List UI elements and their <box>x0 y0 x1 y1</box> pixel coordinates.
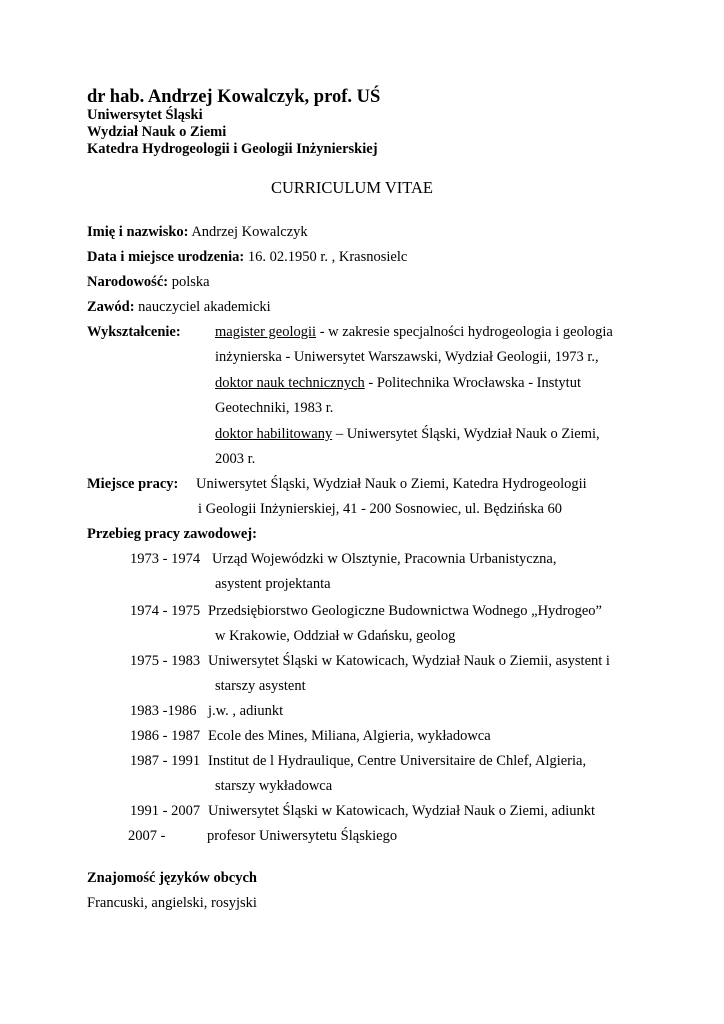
education-entry-1 <box>215 323 613 341</box>
birth-label: Data i miejsce urodzenia: <box>87 249 245 265</box>
name-value: Andrzej Kowalczyk <box>188 224 308 240</box>
university: Uniwersytet Śląski <box>87 107 203 123</box>
career-years: 1974 - 1975 <box>130 603 201 619</box>
education-entry-3-line2: 2003 r. <box>215 451 256 467</box>
faculty: Wydział Nauk o Ziemi <box>87 124 227 140</box>
workplace-line2: i Geologii Inżynierskiej, 41 - 200 Sosnowiec, ul. Będzińska 60 <box>198 501 563 517</box>
career-text-line2: w Krakowie, Oddział w Gdańsku, geolog <box>215 628 456 644</box>
education-label: Wykształcenie: <box>87 324 181 340</box>
degree-habilitation: doktor habilitowany <box>215 426 333 442</box>
name-label: Imię i nazwisko: <box>87 224 189 240</box>
career-text: Institut de l Hydraulique, Centre Universitaire de Chlef, Algieria, <box>208 753 587 769</box>
career-years: 1983 -1986 <box>130 703 197 719</box>
career-years: 1975 - 1983 <box>130 653 201 669</box>
education-entry-3-text: – Uniwersytet Śląski, Wydział Nauk o Ziemi, <box>332 426 600 442</box>
career-years: 2007 - <box>128 828 166 844</box>
degree-phd: doktor nauk technicznych <box>215 375 365 391</box>
career-years: 1991 - 2007 <box>130 803 201 819</box>
nationality-label: Narodowość: <box>87 274 169 290</box>
profession-label: Zawód: <box>87 299 135 315</box>
career-text-line2: starszy asystent <box>215 678 306 694</box>
career-label: Przebieg pracy zawodowej: <box>87 526 257 542</box>
career-text-line2: starszy wykładowca <box>215 778 333 794</box>
degree-master: magister geologii <box>215 324 317 340</box>
author-name: dr hab. Andrzej Kowalczyk, prof. UŚ <box>87 87 381 107</box>
career-text: j.w. , adiunkt <box>208 703 284 719</box>
education-entry-1-line2: inżynierska - Uniwersytet Warszawski, Wydział Geologii, 1973 r., <box>215 349 599 365</box>
career-text: Przedsiębiorstwo Geologiczne Budownictwa Wodnego „Hydrogeo” <box>208 603 602 619</box>
workplace-label: Miejsce pracy: <box>87 476 179 492</box>
career-text: Uniwersytet Śląski w Katowicach, Wydział Nauk o Ziemii, asystent i <box>208 653 610 669</box>
career-text-line2: asystent projektanta <box>215 576 331 592</box>
career-text: Urząd Wojewódzki w Olsztynie, Pracownia Urbanistyczna, <box>212 551 557 567</box>
education-entry-2-line2: Geotechniki, 1983 r. <box>215 400 334 416</box>
education-entry-3 <box>215 425 600 443</box>
profession-row <box>87 298 271 316</box>
career-text: profesor Uniwersytetu Śląskiego <box>207 828 398 844</box>
education-entry-2 <box>215 374 581 392</box>
name-row <box>87 223 308 241</box>
profession-value: nauczyciel akademicki <box>134 299 271 315</box>
languages-value: Francuski, angielski, rosyjski <box>87 895 257 911</box>
career-years: 1986 - 1987 <box>130 728 201 744</box>
career-years: 1987 - 1991 <box>130 753 201 769</box>
education-entry-2-text: - Politechnika Wrocławska - Instytut <box>364 375 581 391</box>
nationality-row <box>87 273 210 291</box>
department: Katedra Hydrogeologii i Geologii Inżynierskiej <box>87 141 378 157</box>
birth-row <box>87 248 407 266</box>
education-entry-1-text: - w zakresie specjalności hydrogeologia i geologia <box>316 324 613 340</box>
birth-value: 16. 02.1950 r. , Krasnosielc <box>244 249 408 265</box>
workplace-line1: Uniwersytet Śląski, Wydział Nauk o Ziemi, Katedra Hydrogeologii <box>196 476 587 492</box>
career-text: Ecole des Mines, Miliana, Algieria, wykładowca <box>208 728 491 744</box>
document-title: CURRICULUM VITAE <box>271 178 434 197</box>
languages-label: Znajomość języków obcych <box>87 870 257 886</box>
nationality-value: polska <box>168 274 210 290</box>
career-text: Uniwersytet Śląski w Katowicach, Wydział Nauk o Ziemi, adiunkt <box>208 803 596 819</box>
career-years: 1973 - 1974 <box>130 551 201 567</box>
